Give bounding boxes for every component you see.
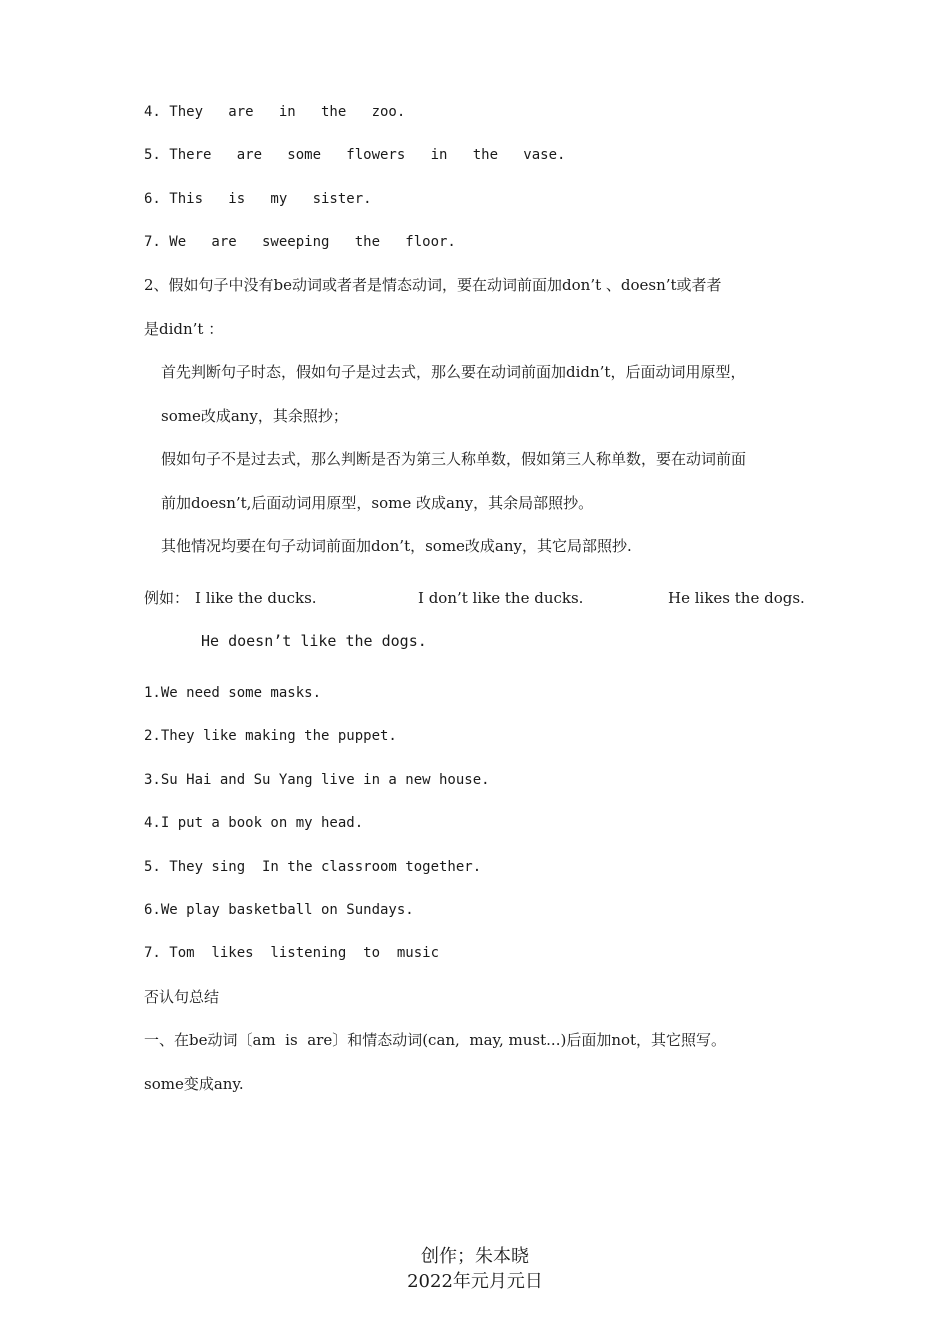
sentence-6: 6. This is my sister. bbox=[144, 191, 372, 207]
example-sentence: He doesn’t like the dogs. bbox=[201, 632, 427, 650]
rule-2-detail: 首先判断句子时态，假如句子是过去式，那么要在动词前面加didn’t，后面动词用原型， bbox=[161, 363, 746, 381]
example-sentence: He likes the dogs. bbox=[668, 589, 805, 607]
sentence-7: 7. We are sweeping the floor. bbox=[144, 234, 456, 250]
summary-rule-1-cont: some变成any. bbox=[144, 1075, 244, 1093]
exercise-2: 2.They like making the puppet. bbox=[144, 728, 397, 744]
rule-2-heading-cont: 是didn’t ： bbox=[144, 320, 224, 338]
example-sentence: I don’t like the ducks. bbox=[418, 589, 584, 607]
example-sentence: I like the ducks. bbox=[195, 589, 317, 607]
rule-2-detail: 前加doesn’t,后面动词用原型，some 改成any，其余局部照抄。 bbox=[161, 494, 594, 512]
footer-author: 创作；朱本晓 bbox=[421, 1246, 529, 1267]
example-label: 例如： bbox=[144, 589, 190, 607]
sentence-4: 4. They are in the zoo. bbox=[144, 104, 406, 120]
summary-title: 否认句总结 bbox=[144, 988, 220, 1006]
sentence-5: 5. There are some flowers in the vase. bbox=[144, 147, 566, 163]
exercise-5: 5. They sing In the classroom together. bbox=[144, 859, 482, 875]
rule-2-detail: 其他情况均要在句子动词前面加don’t，some改成any，其它局部照抄. bbox=[161, 537, 632, 555]
rule-2-detail: some改成any，其余照抄； bbox=[161, 407, 348, 425]
exercise-1: 1.We need some masks. bbox=[144, 685, 322, 701]
summary-rule-1: 一、在be动词〔am is are〕和情态动词(can, may, must...)后面加not，其它照写。 bbox=[144, 1031, 727, 1049]
exercise-3: 3.Su Hai and Su Yang live in a new house. bbox=[144, 772, 490, 788]
footer-date: 2022年元月元日 bbox=[407, 1271, 543, 1292]
rule-2-detail: 假如句子不是过去式，那么判断是否为第三人称单数，假如第三人称单数，要在动词前面 bbox=[161, 450, 747, 468]
exercise-4: 4.I put a book on my head. bbox=[144, 815, 364, 831]
rule-2-heading: 2、假如句子中没有be动词或者者是情态动词，要在动词前面加don’t 、doesn’t或者者 bbox=[144, 276, 722, 294]
exercise-7: 7. Tom likes listening to music bbox=[144, 945, 440, 961]
exercise-6: 6.We play basketball on Sundays. bbox=[144, 902, 414, 918]
